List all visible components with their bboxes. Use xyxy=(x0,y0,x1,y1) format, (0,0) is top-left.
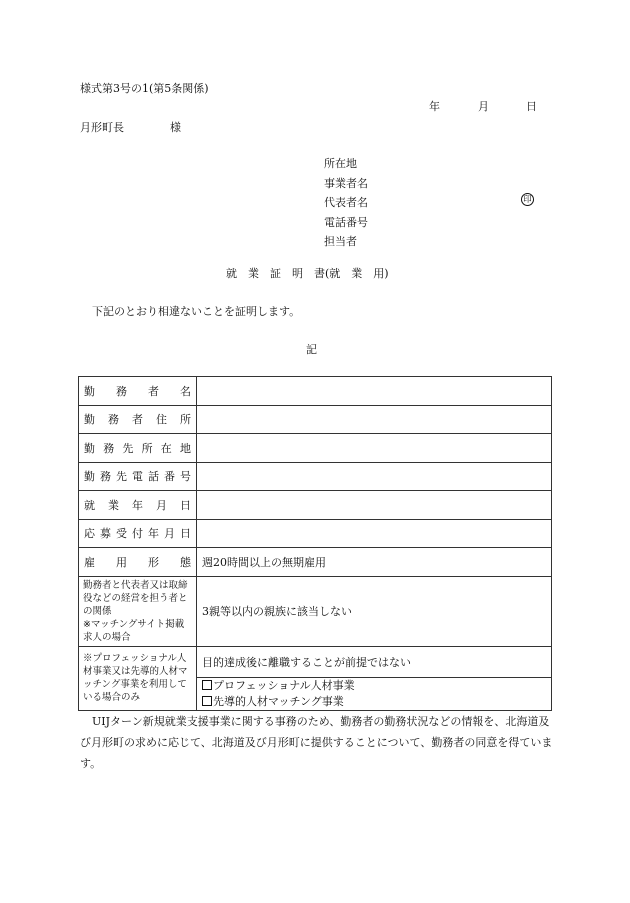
row-label-char: 所 xyxy=(141,441,153,455)
table-row xyxy=(79,462,552,491)
row-label-char: 名 xyxy=(180,384,191,398)
row-label-char: 務 xyxy=(108,413,119,427)
row-label-char: 電 xyxy=(132,470,143,484)
addressee xyxy=(80,122,181,133)
row-value-field[interactable] xyxy=(197,519,552,548)
row-value-field[interactable] xyxy=(197,491,552,520)
date-day-label: 日 xyxy=(526,100,537,113)
row-value-field[interactable]: 週20時間以上の無期雇用 xyxy=(197,548,552,577)
row-label xyxy=(79,405,197,434)
row-label-char: 務 xyxy=(103,441,115,455)
row-value-field[interactable] xyxy=(197,434,552,463)
table-row xyxy=(79,519,552,548)
row-label-char: 応 xyxy=(84,527,95,541)
row-label-char: 先 xyxy=(116,470,127,484)
address-label: 所在地 xyxy=(324,157,357,170)
row-label xyxy=(79,462,197,491)
lead-text: 下記のとおり相違ないことを証明します。 xyxy=(92,305,301,318)
certificate-table xyxy=(78,376,552,711)
row-label-char: 所 xyxy=(180,413,191,427)
representative-label: 代表者名 xyxy=(324,196,368,209)
applicant-block xyxy=(324,157,368,255)
row-label-char: 業 xyxy=(108,498,119,512)
row-label-char: 地 xyxy=(179,441,191,455)
relation-label: 勤務者と代表者又は取締役などの経営を担う者との関係 ※マッチングサイト掲載求人の場合 xyxy=(79,576,197,646)
row-label-char: 月 xyxy=(156,498,167,512)
row-label-char: 務 xyxy=(116,384,127,398)
relation-value: 3親等以内の親族に該当しない xyxy=(197,576,552,646)
row-label-char: 態 xyxy=(180,555,191,569)
addressee-name: 月形町長 xyxy=(80,121,124,134)
row-label xyxy=(79,377,197,406)
date-month-label: 月 xyxy=(478,100,489,113)
row-label-char: 年 xyxy=(148,527,159,541)
row-label xyxy=(79,491,197,520)
row-label xyxy=(79,519,197,548)
table-row xyxy=(79,548,552,577)
option-professional-label: プロフェッショナル人材事業 xyxy=(213,678,355,692)
row-label-char: 勤 xyxy=(84,441,95,455)
row-label-char: 号 xyxy=(180,470,191,484)
checkbox-professional[interactable] xyxy=(202,680,212,690)
row-label-char: 務 xyxy=(100,470,111,484)
row-label xyxy=(79,434,197,463)
date-year-label: 年 xyxy=(429,100,440,113)
table-row-professional xyxy=(79,646,552,677)
program-options xyxy=(197,677,552,710)
row-label-char: 在 xyxy=(160,441,172,455)
row-label-char: 勤 xyxy=(84,470,95,484)
checkbox-leading[interactable] xyxy=(202,696,212,706)
row-value-field[interactable] xyxy=(197,405,552,434)
row-label-char: 受 xyxy=(116,527,127,541)
row-label-char: 用 xyxy=(116,555,127,569)
row-value-field[interactable] xyxy=(197,462,552,491)
option-leading-label: 先導的人材マッチング事業 xyxy=(213,694,344,708)
addressee-honorific: 様 xyxy=(170,121,181,134)
option-professional[interactable] xyxy=(202,678,551,694)
business-name-label: 事業者名 xyxy=(324,176,368,190)
professional-label: ※プロフェッショナル人材事業又は先導的人材マッチング事業を利用している場合のみ xyxy=(79,646,197,710)
row-label-char: 月 xyxy=(164,527,175,541)
row-label-char: 者 xyxy=(148,384,159,398)
table-row xyxy=(79,491,552,520)
row-label xyxy=(79,548,197,577)
document-title: 就 業 証 明 書(就 業 用) xyxy=(226,267,389,280)
phone-label: 電話番号 xyxy=(324,215,368,229)
table-row xyxy=(79,405,552,434)
row-label-char: 年 xyxy=(132,498,143,512)
row-label-char: 住 xyxy=(156,413,167,427)
seal-mark: 印 xyxy=(521,193,534,206)
row-label-char: 日 xyxy=(180,527,191,541)
row-label-char: 先 xyxy=(122,441,134,455)
row-label-char: 番 xyxy=(164,470,175,484)
consent-text: UIJターン新規就業支援事業に関する事務のため、勤務者の勤務状況などの情報を、北海道及び月形町の求めに応じて、北海道及び月形町に提供することについて、勤務者の同意を得ています。 xyxy=(80,715,553,770)
row-label-char: 雇 xyxy=(84,555,95,569)
row-label-char: 日 xyxy=(180,498,191,512)
row-label-char: 話 xyxy=(148,470,159,484)
row-label-char: 就 xyxy=(84,498,95,512)
row-label-char: 募 xyxy=(100,527,111,541)
form-number: 様式第3号の1(第5条関係) xyxy=(80,82,209,95)
table-row-relation xyxy=(79,576,552,646)
row-label-char: 者 xyxy=(132,413,143,427)
table-row xyxy=(79,377,552,406)
contact-label: 担当者 xyxy=(324,235,357,248)
row-label-char: 勤 xyxy=(84,413,95,427)
row-label-char: 勤 xyxy=(84,384,95,398)
row-label-char: 付 xyxy=(132,527,143,541)
row-label-char: 形 xyxy=(148,555,159,569)
ki-mark: 記 xyxy=(306,343,317,356)
option-leading[interactable] xyxy=(202,694,551,710)
table-row xyxy=(79,434,552,463)
row-value-field[interactable] xyxy=(197,377,552,406)
professional-value: 目的達成後に離職することが前提ではない xyxy=(197,646,552,677)
